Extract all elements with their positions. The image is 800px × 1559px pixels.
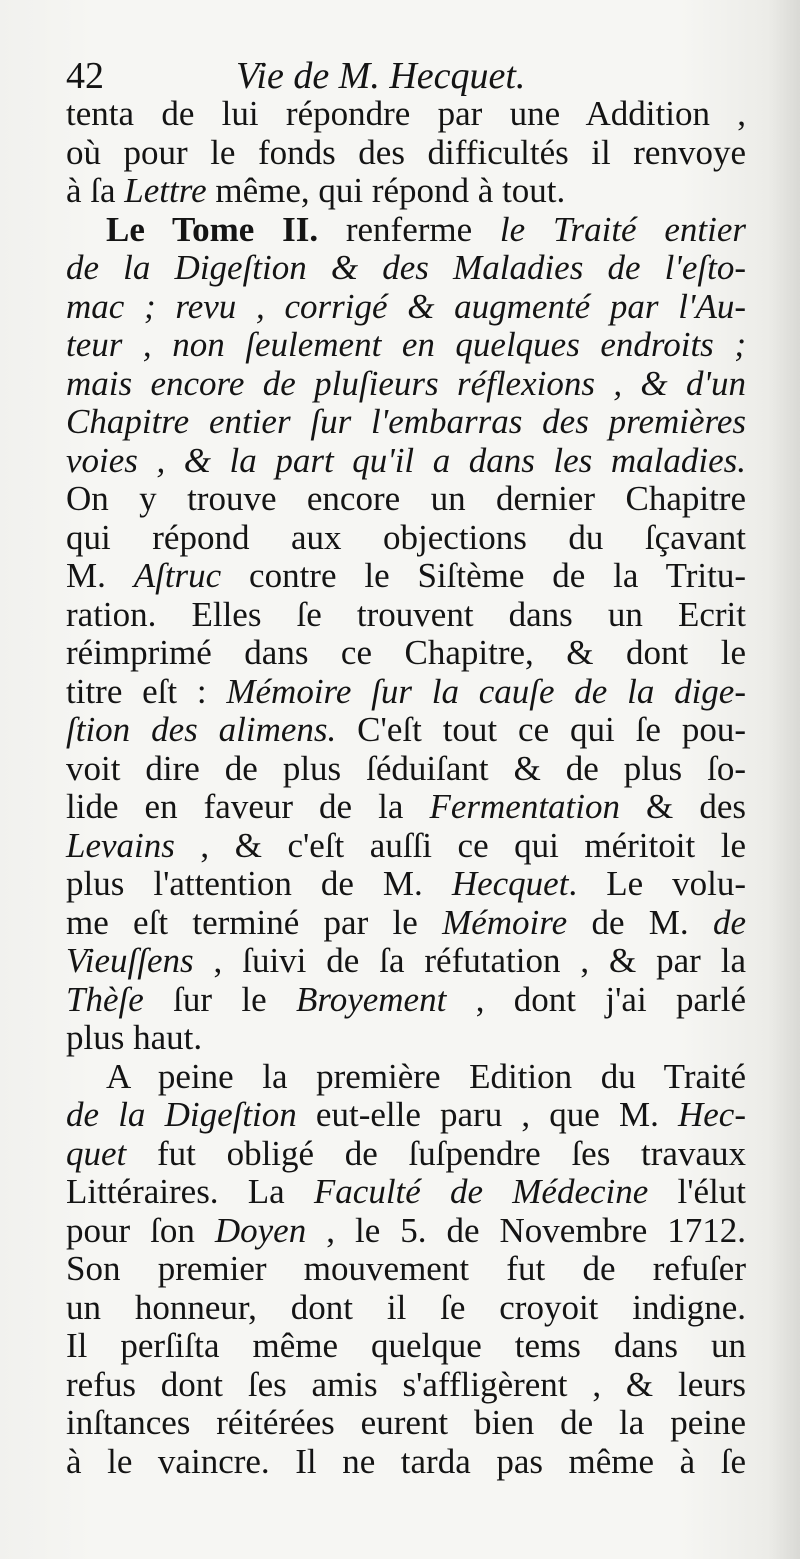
text-line [66,365,746,404]
text-line [66,95,746,134]
text-segment: voit dire de plus ſéduiſant & de plus ſo- [66,748,746,788]
text-line [66,788,746,827]
text-segment: mais encore de pluſieurs réflexions , & d'un [66,363,746,403]
page-number: 42 [66,55,104,97]
text-segment: de [712,902,746,942]
text-segment: titre eſt : [66,671,227,711]
text-segment: l'élut [648,1172,747,1211]
text-segment: ſtion des alimens. [66,710,337,749]
text-segment: Chapitre entier ſur l'embarras des premières [66,402,746,441]
text-line [66,1250,746,1289]
text-segment: de la Digeſtion [66,1095,297,1134]
text-segment: Hec- [677,1095,746,1134]
text-segment: Thèſe [66,979,144,1019]
text-segment: eut-elle paru , que M. [296,1095,678,1134]
text-segment: , dont j'ai parlé [446,979,747,1019]
text-segment: lide en faveur de la [66,787,430,826]
text-segment: contre le Siſtème de la Tritu- [221,556,746,595]
text-line [66,673,746,712]
text-line [66,1135,746,1174]
text-line [66,211,746,250]
text-segment: de M. [567,902,713,942]
text-segment: Le Tome II. [106,209,319,249]
text-segment: Aſtruc [133,556,222,595]
body-text [66,95,746,1481]
text-segment: ſur le [143,979,297,1019]
text-segment: voies , & la part qu'il a dans les maladies. [66,440,746,480]
text-line [66,827,746,866]
text-segment: A peine la première Edition du Traité [106,1056,746,1096]
text-segment: Broyement [296,979,447,1019]
text-segment: Doyen [214,1210,307,1250]
text-segment: de la Digeſtion & des Maladies de l'eſto- [66,248,746,287]
text-segment: renferme [318,209,500,249]
text-line [66,480,746,519]
text-line [66,442,746,481]
text-segment: Il perſiſta même quelque tems dans un [66,1326,746,1365]
text-segment: Vieuſſens [66,941,194,980]
text-line [66,326,746,365]
text-line [66,942,746,981]
text-line [66,1212,746,1251]
text-segment: à le vaincre. Il ne tarda pas même à ſe [66,1441,746,1481]
text-segment: Faculté de Médecine [313,1172,649,1211]
running-head: Vie de M. Hecquet. [236,55,526,97]
text-segment: Son premier mouvement fut de refuſer [66,1249,746,1288]
text-line [66,519,746,558]
text-line [66,634,746,673]
text-segment: inſtances réitérées eurent bien de la peine [66,1403,746,1442]
text-line [66,1327,746,1366]
text-line [66,557,746,596]
text-segment: un honneur, dont il ſe croyoit indigne. [66,1287,746,1327]
text-line [66,865,746,904]
text-line [66,1096,746,1135]
text-line [66,1366,746,1405]
text-segment: C'eſt tout ce qui ſe pou- [336,710,746,749]
text-line [66,1404,746,1443]
text-segment: à ſa [66,171,125,210]
text-line [66,1443,746,1482]
text-line [66,596,746,635]
text-line [66,134,746,173]
text-segment: teur , non ſeulement en quelques endroits ; [66,325,746,364]
text-segment: Littéraires. La [66,1172,314,1211]
text-segment: quet [66,1133,127,1173]
text-segment: même, qui répond à tout. [206,171,566,210]
text-segment: , & c'eſt auſſi ce qui méritoit le [174,825,746,865]
text-segment: mac ; revu , corrigé & augmenté par l'Au- [66,286,746,326]
text-segment: Levains [66,825,175,865]
text-line [66,711,746,750]
text-segment: plus haut. [66,1018,203,1057]
text-segment: réimprimé dans ce Chapitre, & dont le [66,633,746,672]
text-segment: fut obligé de ſuſpendre ſes travaux [126,1133,746,1173]
text-segment: Mémoire ſur la cauſe de la dige- [226,671,746,711]
text-line [66,172,746,211]
text-segment: Fermentation [429,787,620,826]
text-line [66,1019,746,1058]
text-line [66,1289,746,1328]
text-segment: Hecquet [451,864,569,903]
text-segment: ration. Elles ſe trouvent dans un Ecrit [66,594,746,634]
text-segment: Lettre [124,171,207,210]
text-line [66,288,746,327]
text-segment: On y trouve encore un dernier Chapitre [66,479,746,518]
text-segment: , ſuivi de ſa réfutation , & par la [193,941,746,980]
text-segment: où pour le fonds des difficultés il renvoye [66,132,746,172]
text-segment: refus dont ſes amis s'affligèrent , & leurs [66,1364,746,1404]
text-segment: plus l'attention de M. [66,864,452,903]
text-segment: , le 5. de Novembre 1712. [306,1210,746,1250]
text-segment: me eſt terminé par le [66,902,443,942]
text-segment: . Le volu- [568,864,746,903]
text-segment: qui répond aux objections du ſçavant [66,517,746,557]
text-segment: pour ſon [66,1210,215,1250]
text-line [66,904,746,943]
text-line [66,1058,746,1097]
text-line [66,249,746,288]
text-segment: & des [620,787,746,826]
text-segment: le Traité entier [499,209,746,249]
text-line [66,750,746,789]
page-header [66,50,606,98]
text-line [66,981,746,1020]
text-line [66,1173,746,1212]
text-segment: M. [66,556,134,595]
text-segment: Mémoire [442,902,568,942]
text-segment: tenta de lui répondre par une Addition , [66,94,746,133]
text-line [66,403,746,442]
